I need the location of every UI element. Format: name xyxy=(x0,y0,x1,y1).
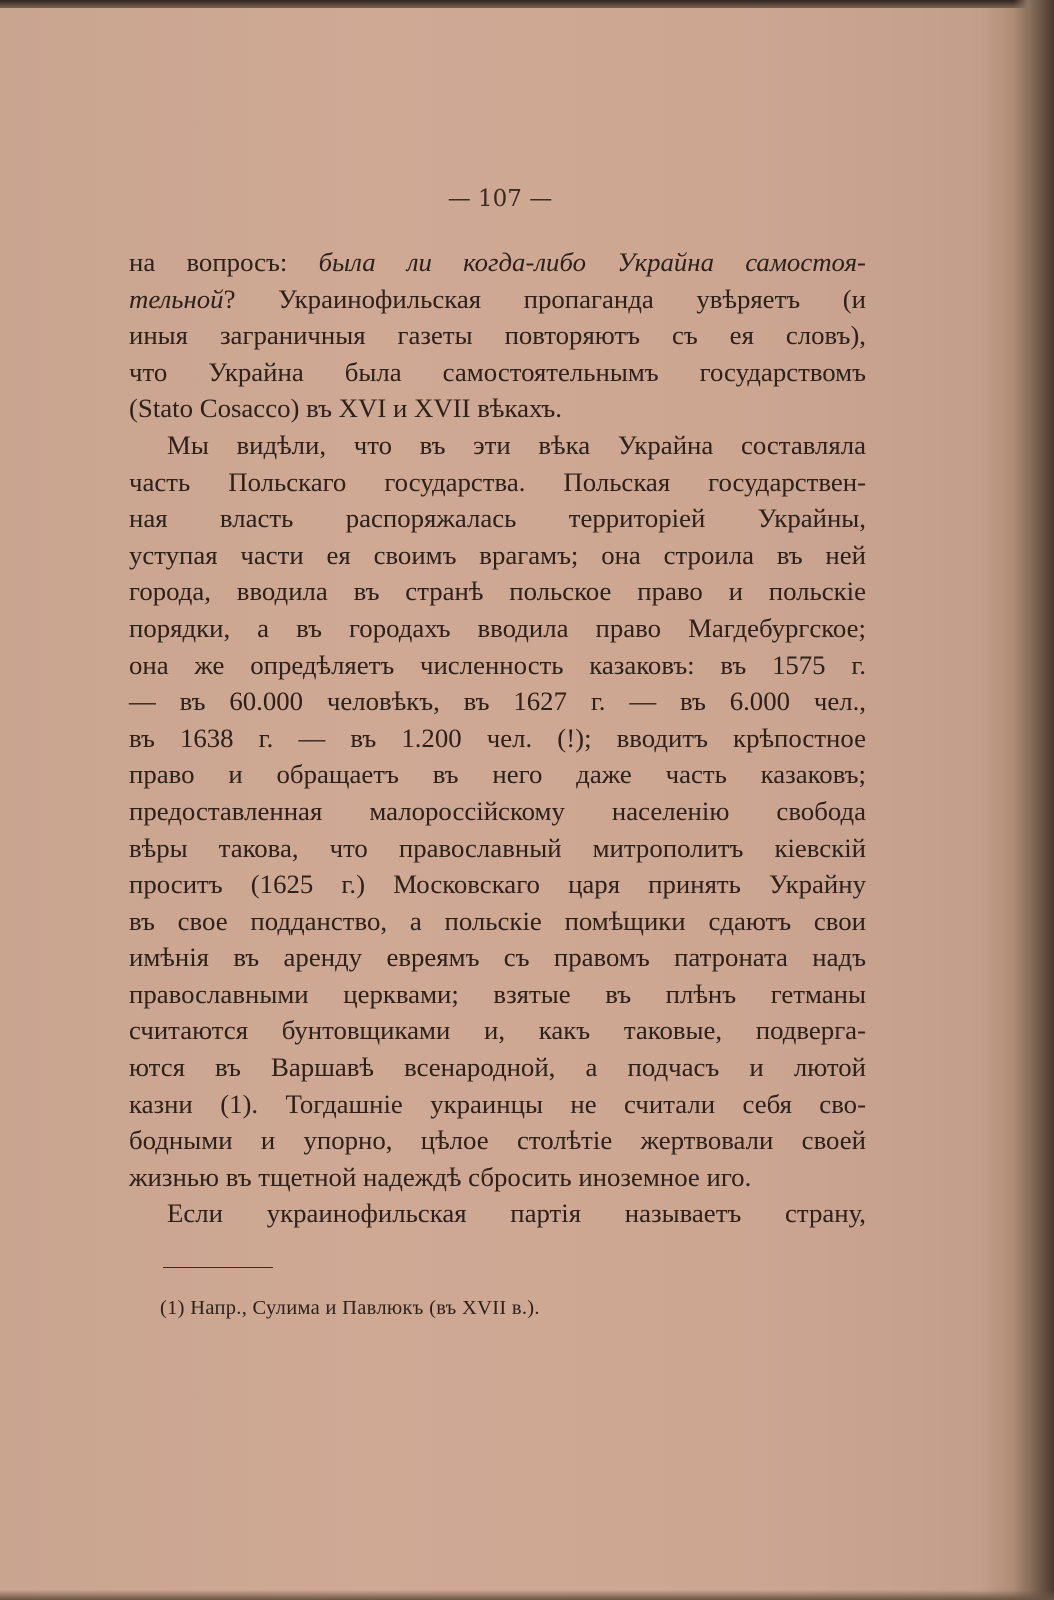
text-line xyxy=(129,573,866,610)
text-segment: казни (1). Тогдашніе украинцы не считали себя сво- xyxy=(129,1088,866,1119)
text-segment: жизнью въ тщетной надеждѣ сбросить иноземное иго. xyxy=(129,1161,752,1192)
footnote-rule xyxy=(163,1267,273,1268)
text-segment: въ свое подданство, а польскіе помѣщики сдаютъ свои xyxy=(129,905,866,936)
text-segment: тельной xyxy=(129,283,224,314)
text-line xyxy=(129,537,866,574)
text-line xyxy=(129,244,866,281)
text-segment: иныя заграничныя газеты повторяютъ съ ея словъ), xyxy=(129,320,866,351)
text-line xyxy=(129,317,866,354)
text-line xyxy=(129,610,866,647)
text-line xyxy=(129,1049,866,1086)
text-segment: она же опредѣляетъ численность казаковъ: въ 1575 г. xyxy=(129,649,866,680)
text-segment: въ 1638 г. — въ 1.200 чел. (!); вводитъ крѣпостное xyxy=(129,722,866,753)
text-segment: вѣры такова, что православный митрополитъ кіевскій xyxy=(129,832,866,863)
text-segment: что Украйна была самостоятельнымъ государствомъ xyxy=(129,356,866,387)
page-bottom-edge xyxy=(0,1590,1054,1600)
text-line xyxy=(129,500,866,537)
text-line xyxy=(129,354,866,391)
text-line xyxy=(129,1159,866,1196)
text-line xyxy=(129,939,866,976)
text-segment: ются въ Варшавѣ всенародной, а подчасъ и лютой xyxy=(129,1052,866,1083)
text-segment: часть Польскаго государства. Польская государствен- xyxy=(129,466,866,497)
page-top-edge xyxy=(0,0,1054,8)
text-segment: Мы видѣли, что въ эти вѣка Украйна составляла xyxy=(167,429,866,460)
text-segment: право и обращаетъ въ него даже часть казаковъ; xyxy=(129,759,866,790)
text-line xyxy=(129,720,866,757)
text-segment: предоставленная малороссійскому населенію свобода xyxy=(129,795,866,826)
body-text xyxy=(129,244,866,1232)
text-segment: (Stato Cosacco) въ XVI и XVII вѣкахъ. xyxy=(129,393,562,424)
text-segment: ? Украинофильская пропаганда увѣряетъ (и xyxy=(223,283,866,314)
text-line xyxy=(129,1122,866,1159)
text-segment: города, вводила въ странѣ польское право и польскіе xyxy=(129,576,866,607)
text-segment: имѣнія въ аренду евреямъ съ правомъ патроната надъ xyxy=(129,942,866,973)
text-segment: считаются бунтовщиками и, какъ таковые, подверга- xyxy=(129,1015,866,1046)
text-segment: ная власть распоряжалась территоріей Украйны, xyxy=(129,503,866,534)
text-line xyxy=(129,281,866,318)
text-line xyxy=(129,1086,866,1123)
text-line xyxy=(129,1012,866,1049)
footnote: (1) Напр., Сулима и Павлюкъ (въ XVII в.). xyxy=(160,1297,540,1319)
text-segment: уступая части ея своимъ врагамъ; она строила въ ней xyxy=(129,539,866,570)
text-line xyxy=(129,683,866,720)
page-number: — 107 — xyxy=(447,186,553,212)
text-line xyxy=(129,976,866,1013)
text-line xyxy=(129,390,866,427)
text-line xyxy=(129,464,866,501)
text-segment: порядки, а въ городахъ вводила право Магдебургское; xyxy=(129,612,866,643)
text-line xyxy=(129,866,866,903)
text-segment: православными церквами; взятые въ плѣнъ гетманы xyxy=(129,978,866,1009)
text-segment: — въ 60.000 человѣкъ, въ 1627 г. — въ 6.000 чел., xyxy=(129,686,866,717)
text-line xyxy=(129,830,866,867)
text-line xyxy=(129,793,866,830)
text-segment: Если украинофильская партія называетъ страну, xyxy=(167,1198,866,1229)
text-line xyxy=(129,903,866,940)
page-right-edge xyxy=(1014,0,1054,1600)
text-segment: была ли когда-либо Украйна самостоя- xyxy=(318,247,866,277)
text-line xyxy=(129,427,866,464)
text-line xyxy=(129,1195,866,1232)
text-segment: бодными и упорно, цѣлое столѣтіе жертвовали своей xyxy=(129,1125,866,1156)
text-segment: на вопросъ: xyxy=(129,247,319,277)
text-line xyxy=(129,647,866,684)
text-segment: проситъ (1625 г.) Московскаго царя принять Украйну xyxy=(129,869,866,900)
text-line xyxy=(129,756,866,793)
